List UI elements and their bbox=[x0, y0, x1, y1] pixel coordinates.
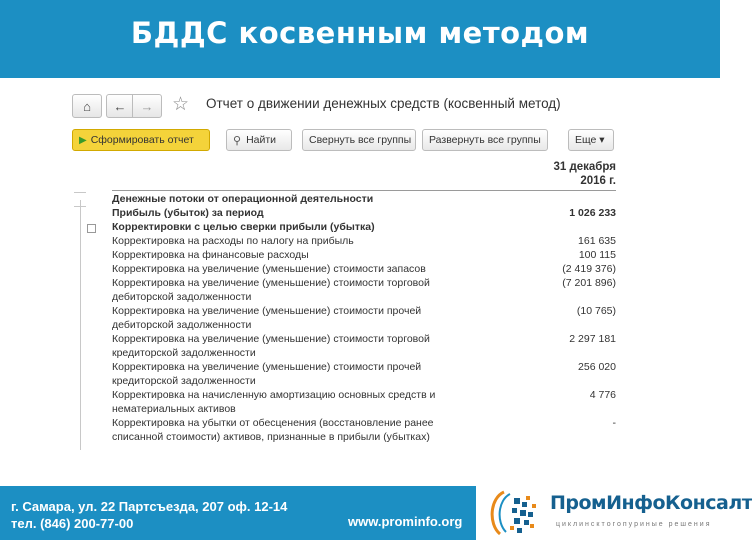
row-value: 2 297 181 bbox=[569, 333, 616, 345]
collapse-all-button[interactable] bbox=[302, 129, 416, 151]
forward-button[interactable] bbox=[132, 94, 162, 118]
logo-emblem-icon bbox=[484, 488, 546, 538]
table-row[interactable] bbox=[112, 262, 616, 276]
group-tree-tick bbox=[74, 192, 86, 193]
row-value: 4 776 bbox=[589, 389, 616, 401]
header-divider bbox=[112, 190, 616, 191]
row-label: Корректировка на увеличение (уменьшение) стоимости торговой кредиторской задолженности bbox=[112, 333, 430, 359]
row-label: Корректировка на убытки от обесценения (восстановление ранее списанной стоимости) активов, признанные в прибыли (убытках) bbox=[112, 417, 434, 443]
column-header bbox=[498, 160, 616, 188]
column-header-year: 2016 г. bbox=[580, 175, 616, 187]
table-row[interactable] bbox=[112, 220, 616, 234]
table-row[interactable] bbox=[112, 360, 616, 388]
address-line: г. Самара, ул. 22 Партсъезда, 207 оф. 12-14 bbox=[11, 499, 288, 514]
brand-name: ПромИнфоКонсалт bbox=[550, 492, 752, 514]
row-value: 1 026 233 bbox=[569, 207, 616, 219]
row-label: Корректировка на увеличение (уменьшение) стоимости прочей дебиторской задолженности bbox=[112, 305, 422, 331]
row-label: Денежные потоки от операционной деятельности bbox=[112, 193, 374, 205]
search-icon: ⚲ bbox=[233, 134, 242, 147]
brand-tagline: циклинсктогопуриные решения bbox=[556, 521, 712, 528]
group-tree-tick bbox=[74, 206, 86, 207]
back-button[interactable] bbox=[106, 94, 134, 118]
arrow-right-icon: → bbox=[140, 98, 154, 114]
row-label: Корректировка на увеличение (уменьшение) стоимости запасов bbox=[112, 263, 426, 275]
slide-header bbox=[0, 0, 720, 78]
row-label: Прибыль (убыток) за период bbox=[112, 207, 264, 219]
row-value: 256 020 bbox=[578, 361, 616, 373]
group-collapse-toggle[interactable] bbox=[87, 224, 96, 233]
table-row[interactable] bbox=[112, 332, 616, 360]
row-label: Корректировка на финансовые расходы bbox=[112, 249, 309, 261]
table-row[interactable] bbox=[112, 234, 616, 248]
home-icon: ⌂ bbox=[83, 98, 91, 114]
table-row[interactable] bbox=[112, 192, 616, 206]
row-value: 161 635 bbox=[578, 235, 616, 247]
table-row[interactable] bbox=[112, 206, 616, 220]
row-value: 100 115 bbox=[578, 249, 616, 261]
row-label: Корректировки с целью сверки прибыли (убытка) bbox=[112, 221, 375, 233]
generate-report-label: Сформировать отчет bbox=[90, 134, 194, 146]
row-label: Корректировка на увеличение (уменьшение) стоимости торговой дебиторской задолженности bbox=[112, 277, 430, 303]
find-button[interactable] bbox=[226, 129, 292, 151]
report-form bbox=[68, 88, 628, 448]
phone-line: тел. (846) 200-77-00 bbox=[11, 516, 134, 531]
table-row[interactable] bbox=[112, 388, 616, 416]
row-label: Корректировка на начисленную амортизацию основных средств и нематериальных активов bbox=[112, 389, 436, 415]
row-label: Корректировка на увеличение (уменьшение) стоимости прочей кредиторской задолженности bbox=[112, 361, 422, 387]
collapse-all-label: Свернуть все группы bbox=[309, 134, 412, 146]
favorite-star-icon[interactable]: ☆ bbox=[172, 94, 190, 115]
play-arrow-icon: ▶ bbox=[79, 134, 87, 146]
group-tree-line bbox=[80, 200, 81, 450]
table-row[interactable] bbox=[112, 248, 616, 262]
generate-report-button[interactable] bbox=[72, 129, 210, 151]
table-row[interactable] bbox=[112, 416, 616, 444]
row-value: - bbox=[612, 417, 616, 429]
expand-all-label: Развернуть все группы bbox=[429, 134, 541, 146]
row-value: (7 201 896) bbox=[562, 277, 616, 289]
website-link[interactable]: www.prominfo.org bbox=[348, 514, 463, 529]
arrow-left-icon: ← bbox=[113, 98, 127, 114]
row-value: (10 765) bbox=[576, 305, 616, 317]
row-value: (2 419 376) bbox=[562, 263, 616, 275]
slide-title: БДДС косвенным методом bbox=[130, 16, 590, 50]
expand-all-button[interactable] bbox=[422, 129, 548, 151]
more-label: Еще ▾ bbox=[575, 134, 605, 146]
more-menu-button[interactable] bbox=[568, 129, 614, 151]
company-logo bbox=[476, 486, 752, 540]
table-row[interactable] bbox=[112, 276, 616, 304]
report-table bbox=[112, 192, 616, 444]
home-button[interactable] bbox=[72, 94, 102, 118]
row-label: Корректировка на расходы по налогу на прибыль bbox=[112, 235, 354, 247]
footer-address bbox=[11, 498, 287, 532]
column-header-date: 31 декабря bbox=[553, 161, 616, 173]
table-row[interactable] bbox=[112, 304, 616, 332]
form-title: Отчет о движении денежных средств (косвенный метод) bbox=[206, 96, 561, 111]
find-label: Найти bbox=[246, 134, 277, 146]
